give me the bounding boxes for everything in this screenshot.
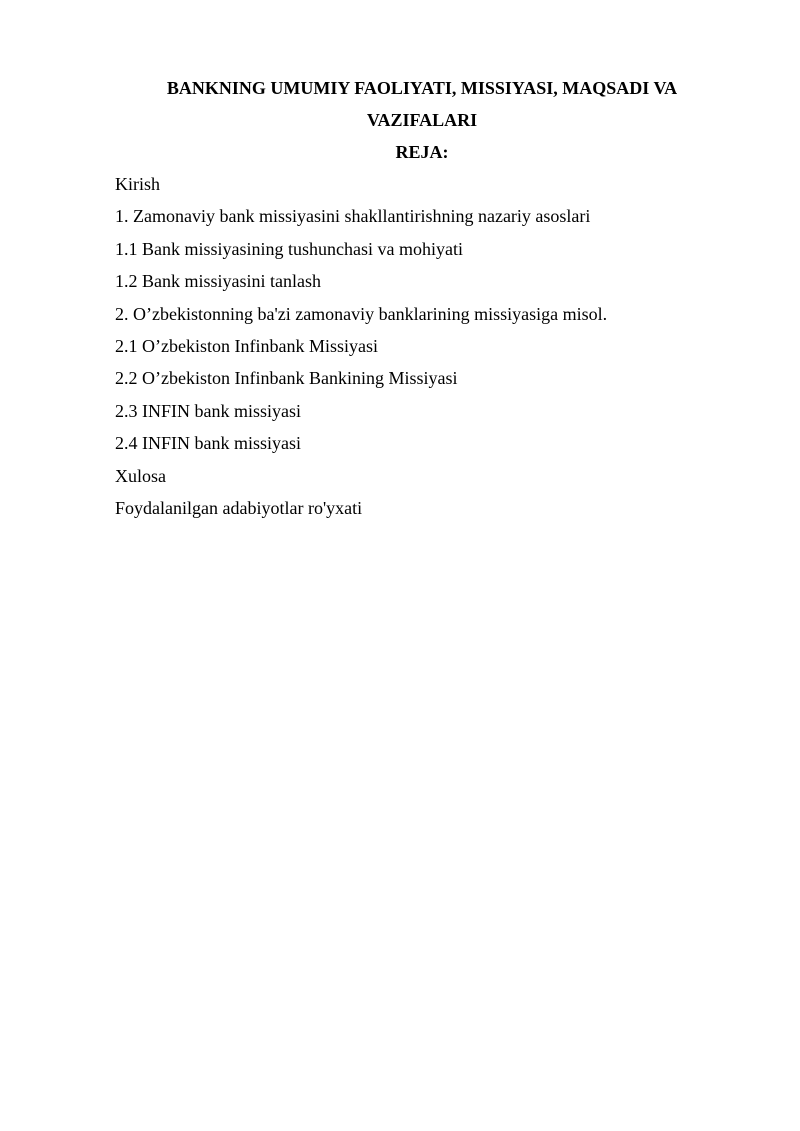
- toc-item: Foydalanilgan adabiyotlar ro'yxati: [115, 498, 363, 519]
- toc-item: 2.4 INFIN bank missiyasi: [115, 433, 301, 454]
- toc-item: 2.2 O’zbekiston Infinbank Bankining Missiyasi: [115, 368, 458, 389]
- toc-item: 1. Zamonaviy bank missiyasini shakllantirishning nazariy asoslari: [115, 206, 591, 227]
- toc-item: 2.1 O’zbekiston Infinbank Missiyasi: [115, 336, 378, 357]
- toc-item: Kirish: [115, 174, 160, 194]
- document-title: BANKNING UMUMIY FAOLIYATI, MISSIYASI, MAQSADI VA VAZIFALARI: [166, 78, 678, 130]
- table-of-contents: [115, 168, 735, 524]
- toc-item: 1.1 Bank missiyasining tushunchasi va mohiyati: [115, 238, 463, 259]
- plan-heading: REJA:: [395, 142, 449, 162]
- toc-item: 2. O’zbekistonning ba'zi zamonaviy banklarining missiyasiga misol.: [115, 303, 608, 324]
- toc-item: 2.3 INFIN bank missiyasi: [115, 400, 301, 421]
- toc-item: Xulosa: [115, 465, 166, 486]
- toc-item: 1.2 Bank missiyasini tanlash: [115, 271, 321, 292]
